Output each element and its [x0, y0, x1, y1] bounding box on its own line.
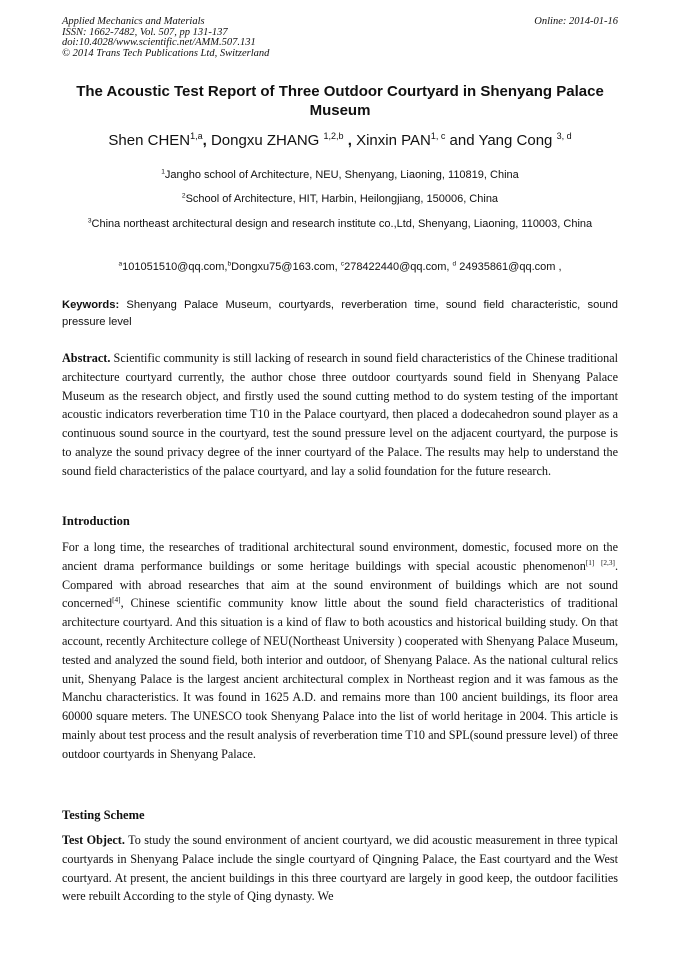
issn-line: ISSN: 1662-7482, Vol. 507, pp 131-137	[62, 26, 228, 38]
author-affil-sup: 1,a	[190, 131, 203, 141]
email-address[interactable]: 101051510@qq.com,	[122, 261, 228, 273]
email-address[interactable]: 278422440@qq.com,	[344, 261, 453, 273]
abstract-text: Scientific community is still lacking of research in sound field characteristics of the Chinese traditional architecture courtyard currently, the author chose three outdoor courtyards sound field in Shenyang Palace Museum as the research object, and firstly used the sound cutting method to do system testing of the important acoustic indicators reverberation time T10 in the Palace courtyard, then placed a dodecahedron sound player as a continuous sound source in the courtyard, test the sound pressure level on the adjacent courtyard, the purpose is to analyze the sound privacy degree of the inner courtyard of the Palace. The results may help to understand the sound field characteristics of the palace courtyard, and lay a solid foundation for the future research.	[62, 351, 618, 478]
email-address[interactable]: 24935861@qq.com ,	[456, 261, 562, 273]
keywords-text: Shenyang Palace Museum, courtyards, reverberation time, sound field characteristic, sound pressure level	[62, 299, 618, 328]
affiliation-1	[62, 166, 618, 184]
online-date: Online: 2014-01-16	[534, 16, 618, 27]
email-sup: a	[118, 260, 123, 268]
introduction-paragraph	[62, 538, 618, 764]
citation-ref[interactable]: [1]	[585, 557, 595, 567]
citation-ref[interactable]: [2,3]	[600, 557, 615, 567]
author-list	[62, 132, 618, 150]
journal-header	[62, 17, 618, 59]
test-object-label: Test Object.	[62, 833, 125, 847]
paper-title: The Acoustic Test Report of Three Outdoor Courtyard in Shenyang Palace Museum	[76, 83, 604, 119]
test-object-text: To study the sound environment of ancient courtyard, we did acoustic measurement in three typical courtyards in Shenyang Palace include the single courtyard of Qingning Palace, the East courtyard and the West courtyard. At present, the ancient buildings in this three courtyard are largely in good keep, the outdoor facilities were rebuilt According to the style of Qing dynasty. We	[62, 833, 618, 904]
keywords-label: Keywords:	[62, 299, 120, 311]
affiliation-sup: 1	[161, 168, 165, 176]
email-sup: b	[227, 260, 232, 268]
email-sup: d	[452, 260, 457, 268]
author-separator: and	[449, 132, 475, 149]
copyright-line: © 2014 Trans Tech Publications Ltd, Switzerland	[62, 47, 270, 59]
affiliation-text: Jangho school of Architecture, NEU, Shenyang, Liaoning, 110819, China	[164, 169, 519, 181]
author-name: Yang Cong	[478, 132, 553, 149]
email-list	[62, 258, 618, 276]
author-name: Shen CHEN	[108, 132, 191, 149]
abstract-label: Abstract.	[62, 351, 111, 365]
intro-text: , Chinese scientific community know little about the sound field characteristics of traditional architecture courtyard. And this situation is a kind of flaw to both acoustics and historical building study. On that account, recently Architecture college of NEU(Northeast University ) cooperated with Shenyang Palace Museum, tested and analyzed the sound field, both interior and outdoor, of Shenyang Palace. As the national cultural relics unit, Shenyang Palace is the largest ancient architectural complex in Northeast region and it was famous as the Manchu characteristics. It was found in 1625 A.D. and remains more than 100 ancient buildings, its floor area 60000 square meters. The UNESCO took Shenyang Palace into the list of world heritage in 2004. This article is mainly about test process and the result analysis of reverberation time T10 and SPL(sound pressure level) of three outdoor courtyards in Shenyang Palace.	[62, 596, 618, 761]
affiliation-sup: 3	[87, 217, 92, 225]
author-separator: ,	[347, 132, 352, 149]
affiliation-sup: 2	[181, 192, 186, 200]
email-sup: c	[340, 260, 345, 268]
introduction-heading: Introduction	[62, 514, 130, 528]
journal-name: Applied Mechanics and Materials	[62, 16, 205, 27]
affiliation-text: School of Architecture, HIT, Harbin, Heilongjiang, 150006, China	[185, 193, 499, 205]
affiliation-3	[62, 215, 618, 233]
author-affil-sup: 3, d	[556, 131, 572, 141]
author-name: Xinxin PAN	[356, 132, 431, 149]
intro-text: . Compared with abroad researches that aim at the sound environment of buildings which are not sound concerned	[62, 558, 618, 611]
author-name: Dongxu ZHANG	[210, 132, 320, 149]
keywords-paragraph	[62, 297, 618, 331]
testing-scheme-heading: Testing Scheme	[62, 808, 145, 822]
test-object-paragraph	[62, 831, 618, 906]
affiliation-2	[62, 190, 618, 208]
abstract-paragraph	[62, 349, 618, 481]
doi-line[interactable]: doi:10.4028/www.scientific.net/AMM.507.131	[62, 37, 256, 48]
author-separator: ,	[202, 132, 207, 149]
intro-text: For a long time, the researches of traditional architectural sound environment, domestic, focused more on the ancient drama performance buildings or some heritage buildings with special acoustic phenomenon	[62, 540, 618, 573]
email-address[interactable]: Dongxu75@163.com,	[231, 261, 341, 273]
author-affil-sup: 1,2,b	[323, 131, 344, 141]
affiliation-text: China northeast architectural design and research institute co.,Ltd, Shenyang, Liaoning, 110003, China	[91, 218, 593, 230]
citation-ref[interactable]: [4]	[112, 595, 121, 605]
author-affil-sup: 1, c	[430, 131, 446, 141]
